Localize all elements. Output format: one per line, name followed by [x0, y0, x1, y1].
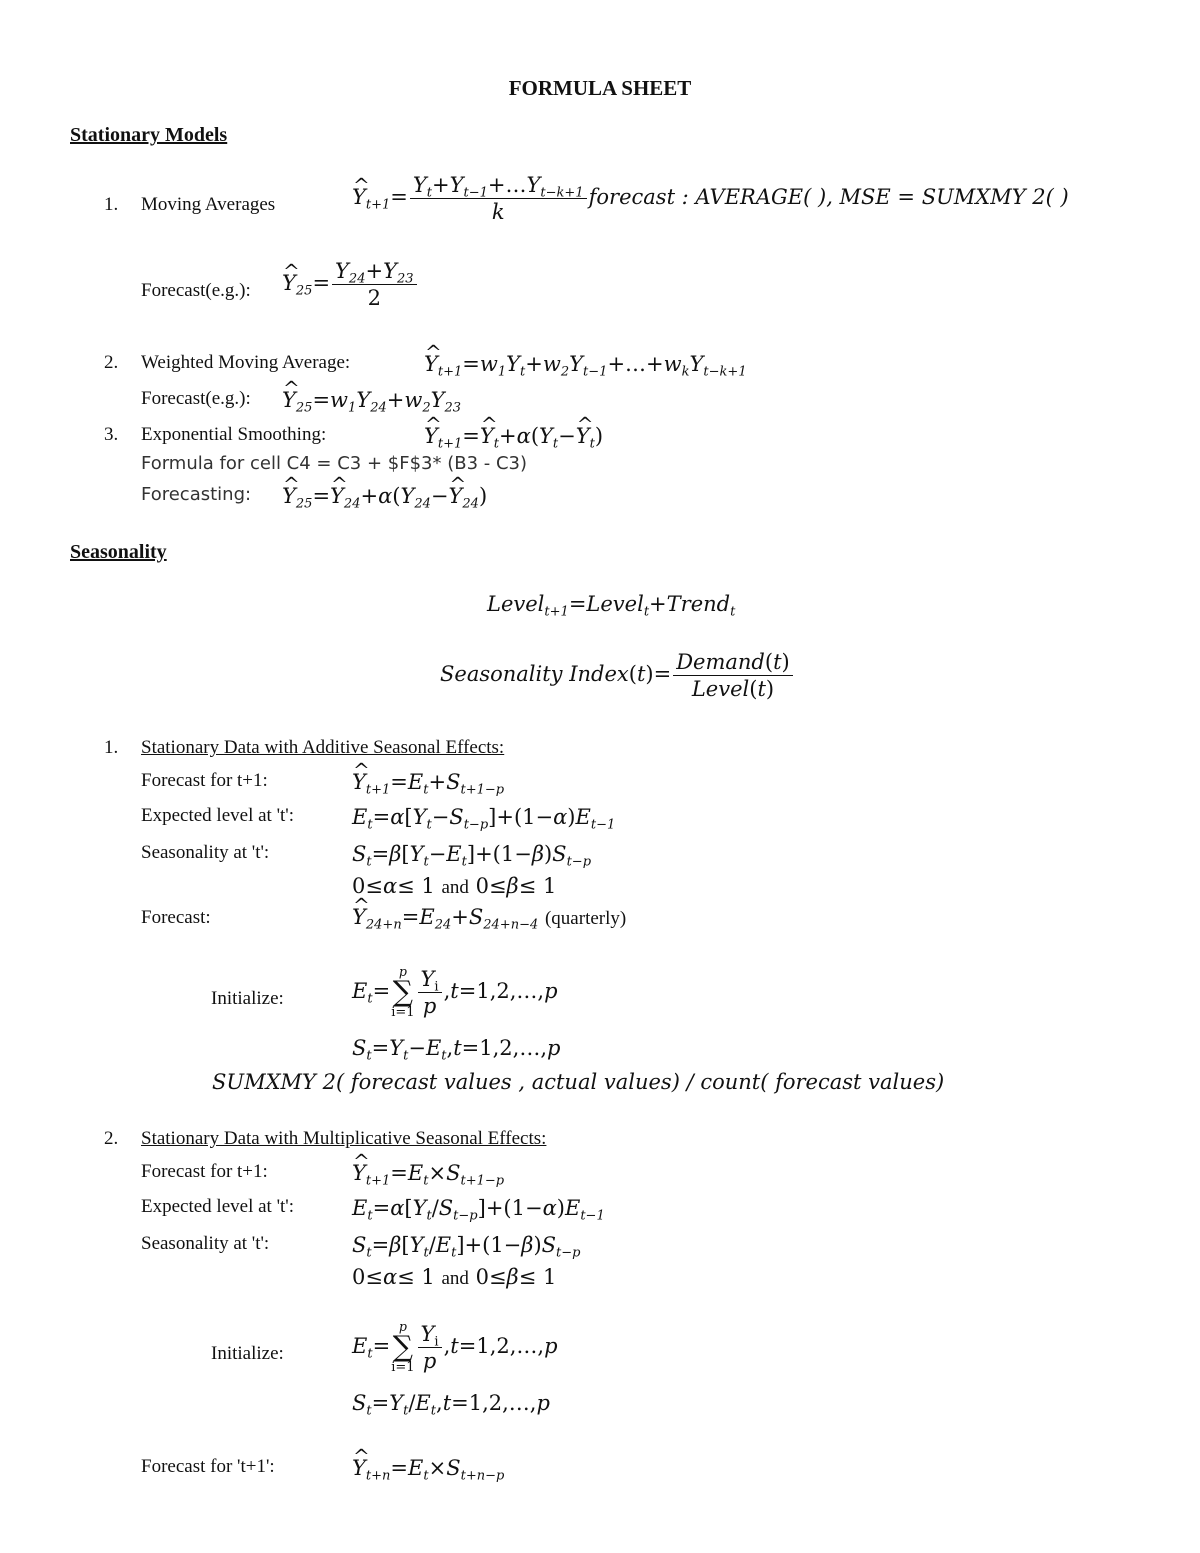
additive-init-season-formula: $S_t=Y_t-E_t,t=1,2,\dots,p$ [352, 1036, 561, 1064]
item-number: 2. [104, 352, 119, 373]
additive-forecast-n-formula: ^ $Y_{24+n}=E_{24}+S_{24+n-4}$ (quarterly) [352, 905, 626, 930]
multiplicative-heading: Stationary Data with Multiplicative Seasonal Effects: [141, 1128, 547, 1149]
multiplicative-init-label: Initialize: [211, 1343, 284, 1364]
level-formula: Level$_{t+1}$=Level$_t$+Trend$_t$ [487, 592, 736, 620]
multiplicative-forecast-formula: ^ $Y_{t+1}=E_t\times S_{t+1-p}$ [352, 1161, 504, 1185]
section-heading-stationary: Stationary Models [70, 124, 228, 146]
cell-formula-text: Formula for cell C4 = C3 + $F$3* (B3 - C3) [141, 453, 527, 474]
ma-forecast-example: ^ $Y_{25}=$ $\frac{Y_{24}+Y_{23}}{2}$ [282, 259, 419, 310]
multiplicative-level-formula: $E_t=\alpha[Y_t/S_{t-p}]+(1-\alpha)E_{t-1}$ [352, 1196, 605, 1224]
additive-init-level-formula: $E_t=$ p ∑ i=1 $\frac{Y_i}{p}$ ,t=1,2,…,p [352, 964, 558, 1020]
additive-constraint: 0≤α≤ 1 and 0≤β≤ 1 [352, 874, 557, 898]
item-number: 1. [104, 737, 119, 758]
multiplicative-constraint: 0≤α≤ 1 and 0≤β≤ 1 [352, 1265, 557, 1289]
wma-forecast-example: ^ $Y_{25}=w_1Y_{24}+w_2Y_{23}$ [282, 388, 461, 412]
wma-forecast-label: Forecast(e.g.): [141, 388, 251, 409]
seasonality-index-formula: Seasonality Index(t)= $\frac{\text{Demand(t)}}{\text{Level(t)}}$ [440, 650, 795, 701]
exponential-smoothing-formula: ^ $Y_{t+1}=\^{}$ $Y_t+\alpha(Y_t-\^{}$ $Y_t$) [424, 424, 603, 448]
item-number: 3. [104, 424, 119, 445]
multiplicative-season-formula: $S_t=\beta[Y_t/E_t]+(1-\beta)S_{t-p}$ [352, 1233, 581, 1261]
multiplicative-season-label: Seasonality at 't': [141, 1233, 270, 1254]
additive-forecast2-label: Forecast: [141, 907, 211, 928]
section-heading-seasonality: Seasonality [70, 541, 167, 563]
sumxmy-formula: SUMXMY 2( forecast values , actual values) / count( forecast values) [212, 1070, 945, 1094]
additive-heading: Stationary Data with Additive Seasonal Effects: [141, 737, 505, 758]
moving-average-excel-note: forecast : AVERAGE( ), MSE = SUMXMY 2( ) [588, 185, 1069, 209]
multiplicative-init-level-formula: $E_t=$ p ∑ i=1 $\frac{Y_i}{p}$ ,t=1,2,…,p [352, 1319, 558, 1375]
moving-averages-label: Moving Averages [141, 194, 276, 215]
es-forecasting-label: Forecasting: [141, 484, 252, 505]
weighted-moving-average-formula: ^ $Y_{t+1}=w_1Y_t+w_2Y_{t-1}+\dots+w_kY_{t-k+1}$ [424, 352, 747, 376]
page-title: FORMULA SHEET [508, 76, 692, 100]
ma-forecast-label: Forecast(e.g.): [141, 280, 251, 301]
item-number: 1. [104, 194, 119, 215]
exponential-smoothing-label: Exponential Smoothing: [141, 424, 327, 445]
multiplicative-forecast2-label: Forecast for 't+1': [141, 1456, 275, 1477]
multiplicative-init-season-formula: $S_t=Y_t/E_t,t=1,2,\dots,p$ [352, 1391, 550, 1419]
es-forecast-example: ^ $Y_{25}=\^{}$ $Y_{24}+\alpha(Y_{24}-\^{}$ $Y_{24}$) [282, 484, 487, 508]
additive-season-label: Seasonality at 't': [141, 842, 270, 863]
additive-level-formula: $E_t=\alpha[Y_t-S_{t-p}]+(1-\alpha)E_{t-1}$ [352, 805, 616, 833]
moving-average-formula: ^ $Y_{t+1}=$ $\frac{Y_t+Y_{t-1}+\dots Y_{t-k+1}}{k}$ forecast : AVERAGE( ), MSE = SUMXMY 2( ) [352, 173, 1069, 224]
multiplicative-level-label: Expected level at 't': [141, 1196, 294, 1217]
item-number: 2. [104, 1128, 119, 1149]
additive-season-formula: $S_t=\beta[Y_t-E_t]+(1-\beta)S_{t-p}$ [352, 842, 592, 870]
multiplicative-forecast-n-formula: ^ $Y_{t+n}=E_t\times S_{t+n-p}$ [352, 1456, 504, 1480]
multiplicative-forecast-label: Forecast for t+1: [141, 1161, 268, 1182]
additive-level-label: Expected level at 't': [141, 805, 294, 826]
additive-forecast-label: Forecast for t+1: [141, 770, 268, 791]
additive-forecast-formula: ^ $Y_{t+1}=E_t+S_{t+1-p}$ [352, 770, 504, 794]
additive-init-label: Initialize: [211, 988, 284, 1009]
weighted-moving-average-label: Weighted Moving Average: [141, 352, 351, 373]
